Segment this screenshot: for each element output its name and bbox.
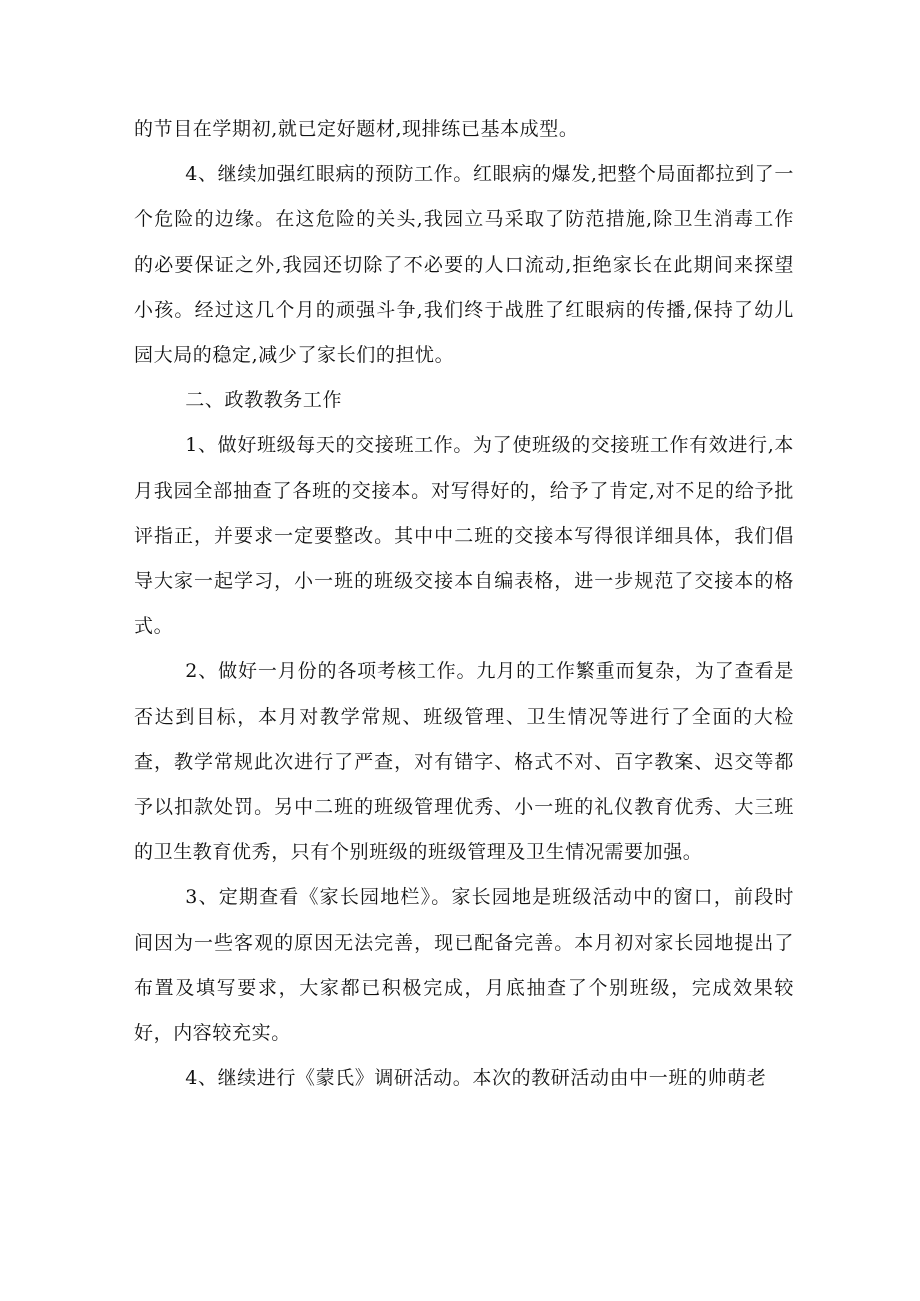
paragraph-eye-disease-prevention: 4、继续加强红眼病的预防工作。红眼病的爆发,把整个局面都拉到了一个危险的边缘。在这危险的关头,我园立马采取了防范措施,除卫生消毒工作的必要保证之外,我园还切除了不必要的人口流动,拒绝家长在此期间来探望小孩。经过这几个月的顽强斗争,我们终于战胜了红眼病的传播,保持了幼儿园大局的稳定,减少了家长们的担忧。 — [134, 163, 794, 367]
paragraph-continuation: 的节目在学期初,就已定好题材,现排练已基本成型。 — [134, 118, 579, 140]
section-heading-teaching-affairs: 二、政教教务工作 — [185, 389, 343, 412]
paragraph-shift-handover: 1、做好班级每天的交接班工作。为了使班级的交接班工作有效进行,本月我园全部抽查了各班的交接本。对写得好的，给予了肯定,对不足的给予批评指正，并要求一定要整改。其中中二班的交接本写得很详细具体，我们倡导大家一起学习，小一班的班级交接本自编表格，进一步规范了交接本的格式。 — [134, 434, 794, 638]
paragraph-parent-board: 3、定期查看《家长园地栏》。家长园地是班级活动中的窗口，前段时间因为一些客观的原因无法完善，现已配备完善。本月初对家长园地提出了布置及填写要求，大家都已积极完成，月底抽查了个别班级，完成效果较好，内容较充实。 — [134, 886, 794, 1045]
document-body — [134, 107, 794, 1101]
paragraph-assessment: 2、做好一月份的各项考核工作。九月的工作繁重而复杂，为了查看是否达到目标，本月对教学常规、班级管理、卫生情况等进行了全面的大检查，教学常规此次进行了严查，对有错字、格式不对、百字教案、迟交等都予以扣款处罚。另中二班的班级管理优秀、小一班的礼仪教育优秀、大三班的卫生教育优秀，只有个别班级的班级管理及卫生情况需要加强。 — [134, 660, 794, 864]
paragraph-montessori-research: 4、继续进行《蒙氏》调研活动。本次的教研活动由中一班的帅萌老 — [185, 1067, 767, 1090]
